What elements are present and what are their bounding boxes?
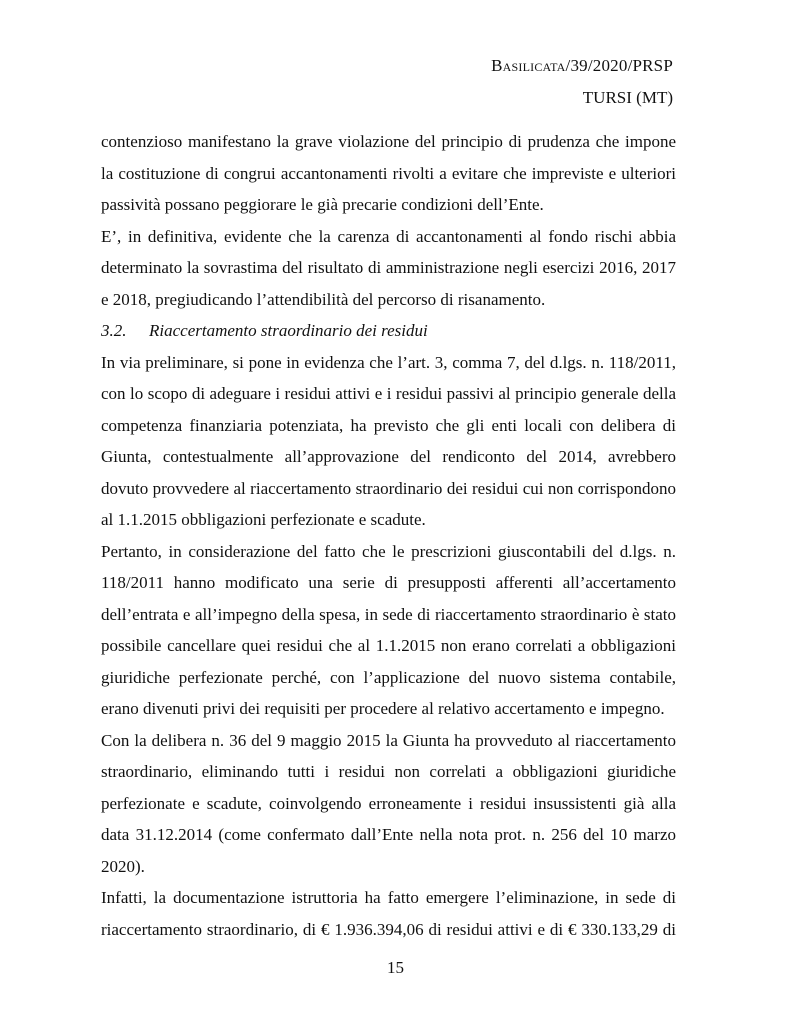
paragraph: Con la delibera n. 36 del 9 maggio 2015 la Giunta ha provveduto al riaccertamento straordinario, eliminando tutti i residui non correlati a obbligazioni giuridiche perfezionate e scadute, coinvolgendo erroneamente i residui insussistenti già alla data 31.12.2014 (come confermato dall’Ente nella nota prot. n. 256 del 10 marzo 2020).: [101, 730, 676, 876]
document-body: [101, 126, 676, 945]
section-number: 3.2.: [101, 321, 127, 340]
page-header: [491, 50, 673, 114]
paragraph: In via preliminare, si pone in evidenza che l’art. 3, comma 7, del d.lgs. n. 118/2011, con lo scopo di adeguare i residui attivi e i residui passivi al principio generale della competenza finanziaria potenziata, ha previsto che gli enti locali con delibera di Giunta, contestualmente all’approvazione del rendiconto del 2014, avrebbero dovuto provvedere al riaccertamento straordinario dei residui cui non corrispondono al 1.1.2015 obbligazioni perfezionate e scadute.: [101, 352, 676, 529]
section-heading: [101, 315, 676, 347]
document-reference: Basilicata/39/2020/PRSP: [491, 56, 673, 75]
municipality-label: TURSI (MT): [582, 88, 673, 107]
paragraph: contenzioso manifestano la grave violazione del principio di prudenza che impone la costituzione di congrui accantonamenti rivolti a evitare che impreviste e ulteriori passività possano peggiorare le già precarie condizioni dell’Ente.: [101, 132, 676, 214]
section-title: Riaccertamento straordinario dei residui: [149, 321, 428, 340]
paragraph: E’, in definitiva, evidente che la carenza di accantonamenti al fondo rischi abbia determinato la sovrastima del risultato di amministrazione negli esercizi 2016, 2017 e 2018, pregiudicando l’attendibilità del percorso di risanamento.: [101, 226, 676, 309]
paragraph: Pertanto, in considerazione del fatto che le prescrizioni giuscontabili del d.lgs. n. 118/2011 hanno modificato una serie di presupposti afferenti all’accertamento dell’entrata e all’impegno della spesa, in sede di riaccertamento straordinario è stato possibile cancellare quei residui che al 1.1.2015 non erano correlati a obbligazioni giuridiche perfezionate perché, con l’applicazione del nuovo sistema contabile, erano divenuti privi dei requisiti per procedere al relativo accertamento e impegno.: [101, 541, 676, 718]
page-number: 15: [387, 958, 404, 977]
paragraph: Infatti, la documentazione istruttoria ha fatto emergere l’eliminazione, in sede di riaccertamento straordinario, di € 1.936.394,06 di residui attivi e di € 330.133,29 di: [101, 888, 676, 939]
